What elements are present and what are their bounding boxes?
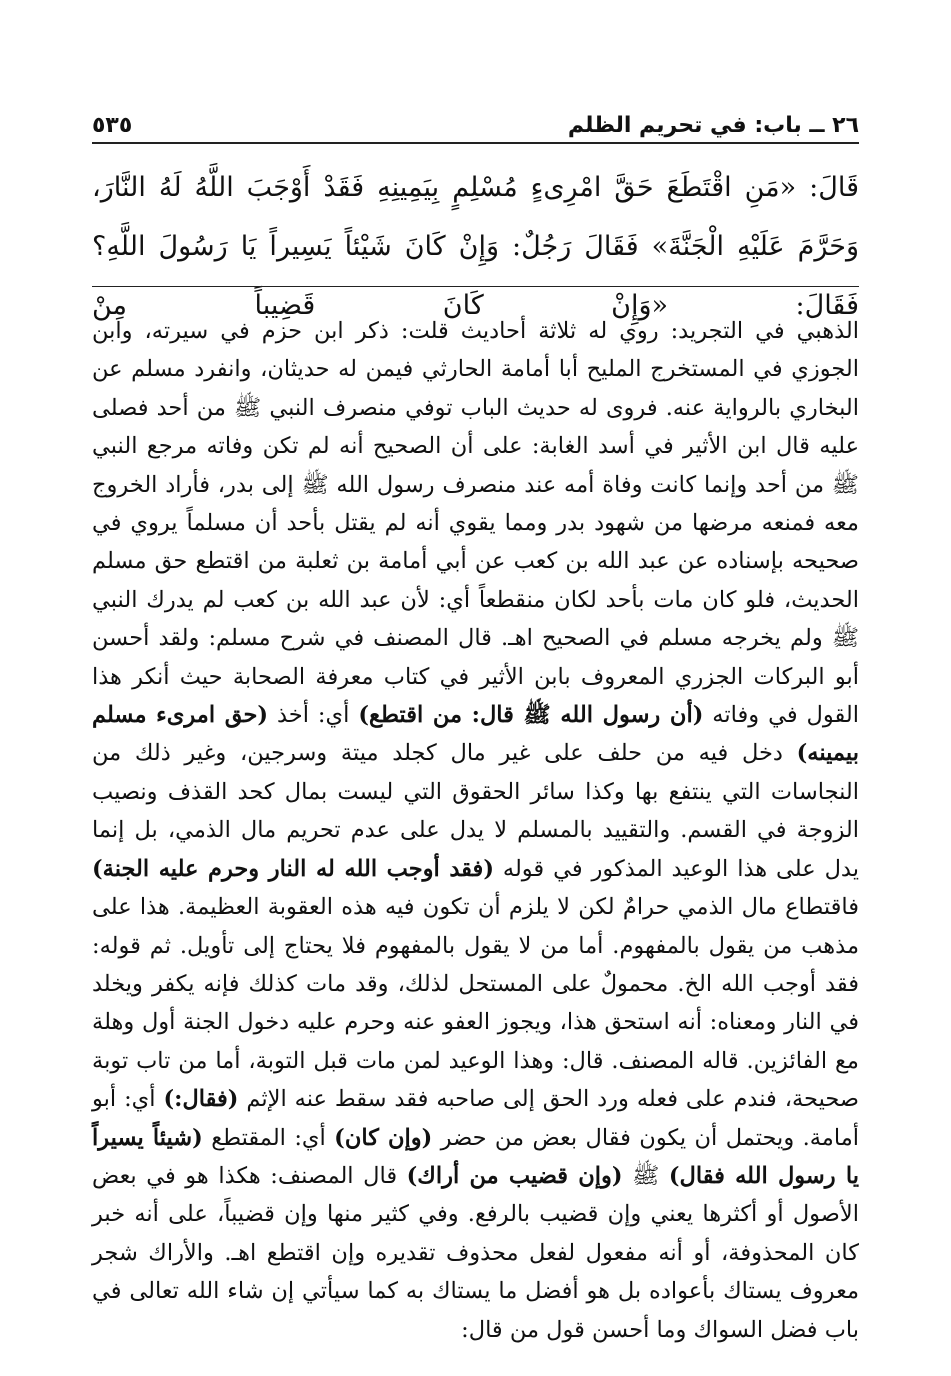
commentary-text bbox=[92, 312, 859, 1349]
commentary-run: أي: أبو أمامة. ويحتمل أن يكون فقال بعض من حضر bbox=[92, 1086, 860, 1151]
bold-quote: (وإن كان) bbox=[334, 1124, 433, 1151]
page-number: ٥٣٥ bbox=[92, 113, 133, 138]
commentary-run: قال المصنف: هكذا هو في بعض الأصول أو أكثرها يعني وإن قضيب بالرفع. وفي كثير منها وإن قضيباً، على أنه خبر كان المحذوفة، أو أنه مفعول لفعل محذوف تقديره وإن اقتطع اهـ. والأراك شجر معروف يستاك بأعواده بل هو أفضل ما يستاك به كما سيأتي إن شاء الله تعالى في باب فضل السواك وما أحسن قول من قال: bbox=[92, 1162, 859, 1343]
commentary-paragraph bbox=[92, 312, 859, 1349]
bold-quote: (شيئاً يسيراً يا رسول الله فقال) bbox=[92, 1124, 859, 1189]
commentary-run: ﷺ bbox=[622, 1162, 669, 1189]
footnote-separator bbox=[92, 286, 859, 287]
bold-quote: (أن رسول الله ﷺ قال: من اقتطع) bbox=[358, 702, 704, 729]
commentary-run: دخل فيه من حلف على غير مال كجلد ميتة وسرجين، وغير ذلك من النجاسات التي ينتفع بها وكذا سائر الحقوق التي ليست بمال كحد القذف ونصيب الزوجة في القسم. والتقييد بالمسلم لا يدل على عدم تحريم مال الذمي، بل إنما يدل على هذا الوعيد المذكور في قوله bbox=[92, 740, 859, 882]
chapter-title: ٢٦ ــ باب: في تحريم الظلم bbox=[567, 113, 859, 138]
bold-quote: (فقد أوجب الله له النار وحرم عليه الجنة) bbox=[92, 855, 494, 882]
commentary-run: الذهبي في التجريد: روي له ثلاثة أحاديث قلت: ذكر ابن حزم في سيرته، وابن الجوزي في المستخرج المليح أبا أمامة الحارثي فيمن له حديثان، وانفرد مسلم عن البخاري بالرواية عنه. فروى له حديث الباب توفي منصرف النبي ﷺ من أحد فصلى عليه قال ابن الأثير في أسد الغابة: على أن الصحيح أنه لم تكن وفاته مرجع النبي ﷺ من أحد وإنما كانت وفاة أمه عند منصرف رسول الله ﷺ إلى بدر، فأراد الخروج معه فمنعه مرضها من شهود بدر ومما يقوي أنه لم يقتل بأحد أن مسلماً يروي في صحيحه بإسناده عن عبد الله بن كعب عن أبي أمامة بن ثعلبة من اقتطع حق مسلم الحديث، فلو كان مات بأحد لكان منقطعاً أي: لأن عبد الله بن كعب لم يدرك النبي ﷺ ولم يخرجه مسلم في الصحيح اهـ. قال المصنف في شرح مسلم: ولقد أحسن أبو البركات الجزري المعروف بابن الأثير في كتاب معرفة الصحابة حيث أنكر هذا القول في وفاته bbox=[92, 318, 859, 729]
commentary-run: فاقتطاع مال الذمي حرامٌ لكن لا يلزم أن تكون فيه هذه العقوبة العظيمة. هذا على مذهب من يقول بالمفهوم. أما من لا يقول بالمفهوم فلا يحتاج إلى تأويل. ثم قوله: فقد أوجب الله الخ. محمولٌ على المستحل لذلك، وقد مات كذلك فإنه يكفر ويخلد في النار ومعناه: أنه استحق هذا، ويجوز العفو عنه وحرم عليه دخول الجنة أول وهلة مع الفائزين. قاله المصنف. قال: وهذا الوعيد لمن مات قبل التوبة، أما من تاب توبة صحيحة، فندم على فعله ورد الحق إلى صاحبه فقد سقط عنه الإثم bbox=[92, 894, 859, 1113]
bold-quote: (حق امرىء مسلم بيمينه) bbox=[92, 702, 859, 767]
hadith-paragraph: قَالَ: «مَنِ اقْتَطَعَ حَقَّ امْرِىءٍ مُسْلِمٍ بِيَمِينِهِ فَقَدْ أَوْجَبَ اللَّهُ لَهُ النَّارَ، وَحَرَّمَ عَلَيْهِ الْجَنَّةَ» فَقَالَ رَجُلٌ: وَإِنْ كَانَ شَيْئاً يَسِيراً يَا رَسُولَ اللَّهِ؟ فَقَالَ: «وَإِنْ كَانَ قَضِيباً مِنْ bbox=[92, 172, 859, 321]
commentary-run: أي: المقتطع bbox=[202, 1124, 335, 1151]
running-head bbox=[92, 92, 859, 138]
bold-quote: (فقال:) bbox=[163, 1086, 239, 1113]
hadith-text bbox=[92, 158, 859, 335]
bold-quote: (وإن قضيب من أراك) bbox=[406, 1162, 623, 1189]
commentary-run: أي: أخذ bbox=[268, 702, 359, 729]
header-rule bbox=[92, 142, 859, 144]
